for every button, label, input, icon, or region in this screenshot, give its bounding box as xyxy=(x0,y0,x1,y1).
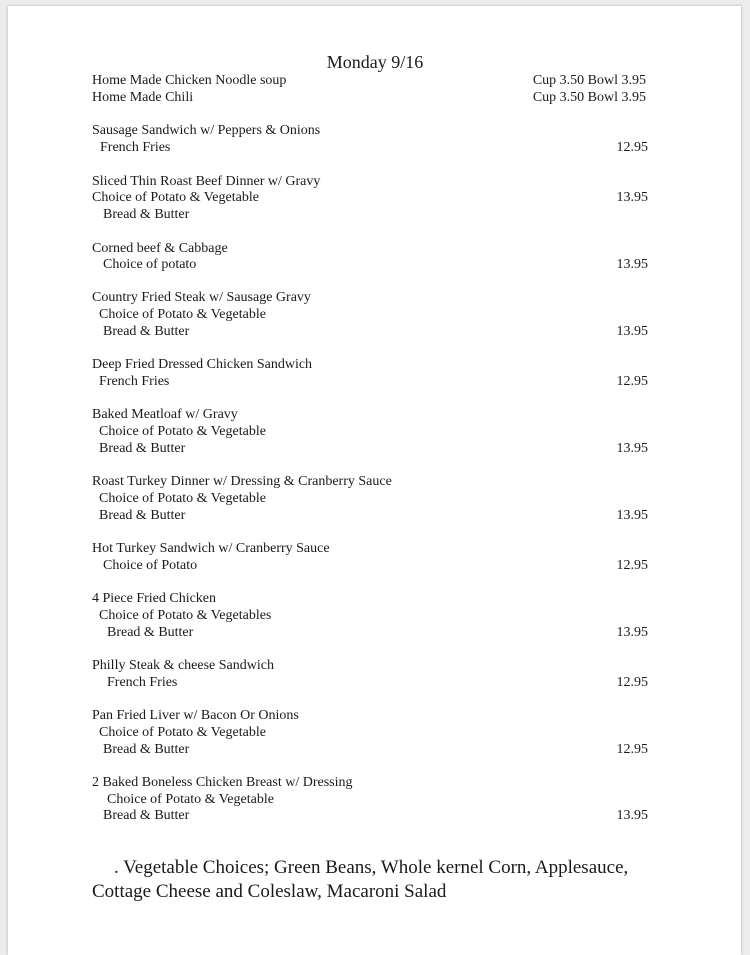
menu-item-name: Roast Turkey Dinner w/ Dressing & Cranberry Sauce xyxy=(92,474,392,489)
menu-item-name: Corned beef & Cabbage xyxy=(92,241,228,256)
menu-item-detail: Choice of Potato & Vegetable xyxy=(99,424,266,439)
menu-item-detail: Bread & Butter xyxy=(103,742,190,757)
soup-name: Home Made Chili xyxy=(92,90,194,105)
menu-item-price: 13.95 xyxy=(616,808,648,823)
menu-item-price: 13.95 xyxy=(616,324,648,339)
menu-item-detail: Choice of Potato xyxy=(103,558,198,573)
menu-item-name: Philly Steak & cheese Sandwich xyxy=(92,658,274,673)
menu-item-price: 12.95 xyxy=(616,675,648,690)
menu-item-price: 12.95 xyxy=(616,558,648,573)
menu-item-price: 13.95 xyxy=(616,190,648,205)
menu-item-detail: Choice of Potato & Vegetable xyxy=(107,792,274,807)
page-title: Monday 9/16 xyxy=(326,52,424,72)
soup-name: Home Made Chicken Noodle soup xyxy=(92,73,287,88)
menu-item-name: Pan Fried Liver w/ Bacon Or Onions xyxy=(92,708,299,723)
menu-item-price: 13.95 xyxy=(616,508,648,523)
menu-item-price: 13.95 xyxy=(616,441,648,456)
menu-item-detail: French Fries xyxy=(100,140,171,155)
vegetable-choices-line-2: Cottage Cheese and Coleslaw, Macaroni Salad xyxy=(92,881,447,902)
menu-item-name: Sliced Thin Roast Beef Dinner w/ Gravy xyxy=(92,174,321,189)
menu-item-detail: Bread & Butter xyxy=(103,808,190,823)
menu-item-name: 2 Baked Boneless Chicken Breast w/ Dressing xyxy=(92,775,353,790)
menu-item-name: Sausage Sandwich w/ Peppers & Onions xyxy=(92,123,321,138)
menu-item-name: Country Fried Steak w/ Sausage Gravy xyxy=(92,290,311,305)
soup-price: Cup 3.50 Bowl 3.95 xyxy=(532,90,646,105)
menu-item-name: 4 Piece Fried Chicken xyxy=(92,591,217,606)
vegetable-choices-text-1: . Vegetable Choices; Green Beans, Whole kernel Corn, Applesauce, xyxy=(114,857,629,878)
vegetable-choices-line-1 xyxy=(92,856,692,880)
menu-item-price: 13.95 xyxy=(616,625,648,640)
menu-item-name: Baked Meatloaf w/ Gravy xyxy=(92,407,238,422)
vegetable-choices-note xyxy=(92,856,692,904)
soup-price: Cup 3.50 Bowl 3.95 xyxy=(532,73,646,88)
menu-item-detail: Bread & Butter xyxy=(103,207,190,222)
menu-item-detail: Choice of Potato & Vegetables xyxy=(99,608,272,623)
menu-item-detail: Bread & Butter xyxy=(103,324,190,339)
menu-item-detail: Choice of Potato & Vegetable xyxy=(99,725,266,740)
menu-item-detail: Choice of Potato & Vegetable xyxy=(92,190,259,205)
menu-item-price: 12.95 xyxy=(616,742,648,757)
menu-item-detail: Bread & Butter xyxy=(99,441,186,456)
menu-item-detail: French Fries xyxy=(99,374,170,389)
menu-item-detail: French Fries xyxy=(107,675,178,690)
menu-item-price: 12.95 xyxy=(616,140,648,155)
menu-item-detail: Choice of Potato & Vegetable xyxy=(99,307,266,322)
menu-item-detail: Bread & Butter xyxy=(99,508,186,523)
menu-item-detail: Bread & Butter xyxy=(107,625,194,640)
menu-item-detail: Choice of potato xyxy=(103,257,197,272)
menu-item-name: Hot Turkey Sandwich w/ Cranberry Sauce xyxy=(92,541,330,556)
menu-item-name: Deep Fried Dressed Chicken Sandwich xyxy=(92,357,313,372)
menu-item-detail: Choice of Potato & Vegetable xyxy=(99,491,266,506)
menu-item-price: 13.95 xyxy=(616,257,648,272)
menu-item-price: 12.95 xyxy=(616,374,648,389)
